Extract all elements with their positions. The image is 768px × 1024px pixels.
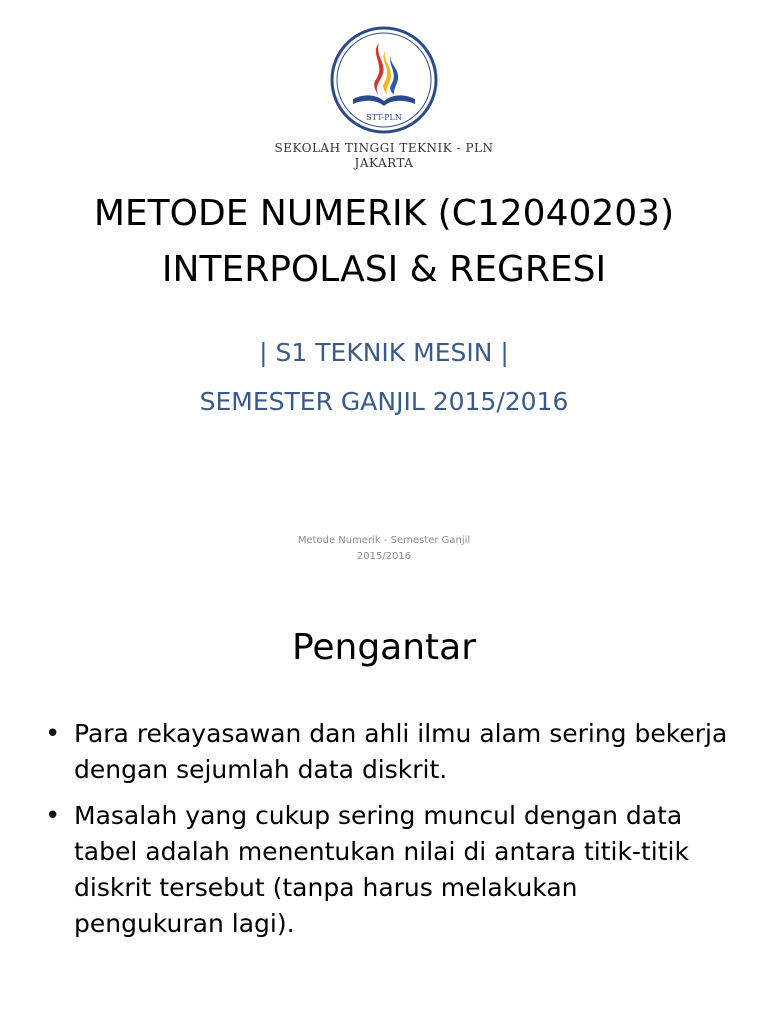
- bullet-text: Masalah yang cukup sering muncul dengan data tabel adalah menentukan nilai di antara titik-titik diskrit tersebut (tanpa harus melakukan pengukuran lagi).: [74, 801, 689, 938]
- slide-footer-line2: 2015/2016: [356, 551, 412, 562]
- bullet-icon: •: [45, 719, 61, 749]
- program-label: | S1 TEKNIK MESIN |: [259, 338, 509, 367]
- semester-label: SEMESTER GANJIL 2015/2016: [199, 387, 569, 416]
- school-city: JAKARTA: [354, 156, 414, 170]
- bullet-text: Para rekayasawan dan ahli ilmu alam sering bekerja dengan sejumlah data diskrit.: [74, 719, 728, 784]
- slide-heading: Pengantar: [291, 627, 477, 668]
- bullet-icon: •: [45, 801, 61, 831]
- course-topic: INTERPOLASI & REGRESI: [161, 249, 607, 290]
- stt-pln-logo: [329, 25, 439, 135]
- intro-slide: [0, 578, 768, 1024]
- school-name: SEKOLAH TINGGI TEKNIK - PLN: [274, 141, 494, 155]
- bullet-item: [40, 798, 730, 942]
- bullet-list: [40, 716, 730, 952]
- slide-footer-line1: Metode Numerik - Semester Ganjil: [297, 535, 471, 546]
- svg-text:STT-PLN: STT-PLN: [366, 113, 402, 122]
- bullet-item: [40, 716, 730, 788]
- course-title: METODE NUMERIK (C12040203): [93, 193, 675, 234]
